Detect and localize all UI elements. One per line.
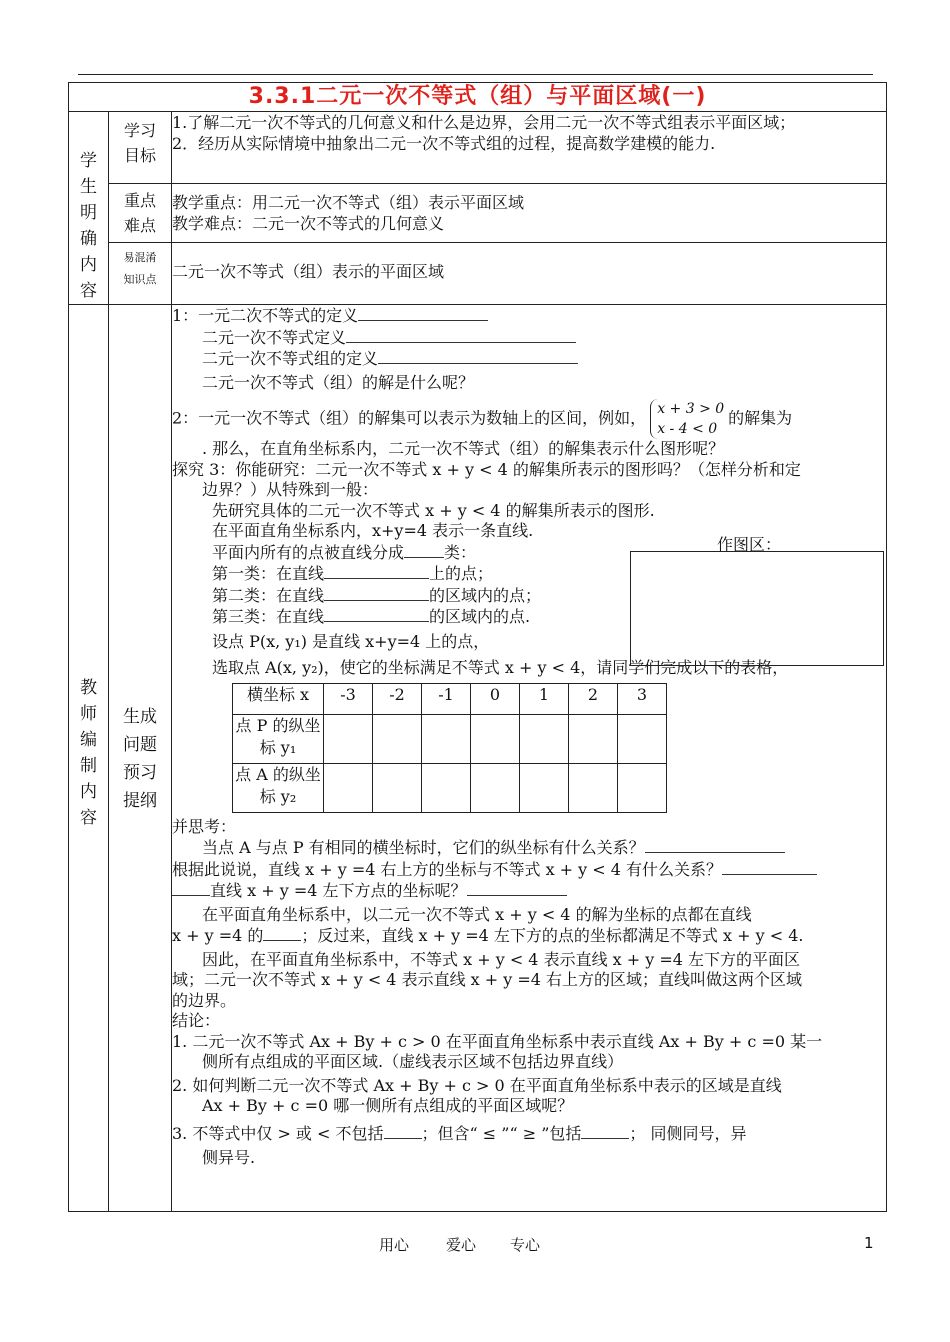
goals-text: 1.了解二元一次不等式的几何意义和什么是边界，会用二元一次不等式组表示平面区域； 2．经历从实际情境中抽象出二元一次不等式组的过程，提高数学建模的能力. bbox=[172, 112, 887, 184]
drawing-area-box bbox=[630, 551, 884, 666]
confusion-label: 易混淆 知识点 bbox=[109, 243, 172, 305]
key-label: 重点 难点 bbox=[109, 183, 172, 243]
coordinate-table: 横坐标 x -3 -2 -1 0 1 2 3 点 P 的纵坐标 y₁ 点 A 的纵坐标 y₂ bbox=[232, 683, 667, 813]
outline-label: 生成 问题 预习 提纲 bbox=[109, 305, 172, 1212]
header-rule bbox=[78, 74, 873, 75]
outline-body: 1：一元二次不等式的定义 二元一次不等式定义 二元一次不等式组的定义 二元一次不等式（组）的解是什么呢？ 2：一元一次不等式（组）的解集可以表示为数轴上的区间，例如， x + 3 > 0 x - 4 < 0 的解集为 . 那么，在直角坐标系内，二元一次不等式（组）的解集表示什么图形呢？ 探究 3：你能研究：二元一次不等式 x + y < 4 的解集所表示的图形吗？（怎样分析和定 边界？）从特殊到一般： 先研究具体的二元一次不等式 x + y < 4 的解集所表示的图形. 在平面直角坐标系内，x+y=4 表示一条直线. 平面内所有的点被直线分成 类： 第一类：在直线 上的点； 第二类：在直线 的区域内的点； 第三类：在直线 的区域内的点. 设点 P(x, y₁) 是直线 x+y=4 上的点， 选取点 A(x, y₂)，使它的坐标满足不等式 x + y < 4，请同学们完成以下的表格， 横坐标 x -3 -2 -1 0 1 2 3 点 P 的纵坐标 y₁ 点 A 的纵坐标 y₂ 并思考： 当点 A 与点 P 有相同的横坐标时，它们的纵坐标有什么关系？ 根据此说说，直线 x + y =4 右上方的坐标与不等式 x + y < 4 有什么关系？ 直线 x + y =4 左下方点的坐标呢？ 在平面直角坐标系中，以二元一次不等式 x + y < 4 的解为坐标的点都在直线 x + y =4 的 ；反过来，直线 x + y =4 左下方的点的坐标都满足不等式 x + y < 4. 因此，在平面直角坐标系中，不等式 x + y < 4 表示直线 x + y =4 左下方的平面区 域；二元一次不等式 x + y < 4 表示直线 x + y =4 右上方的区域；直线叫做这两个区域 的边界。 结论： 1. 二元一次不等式 Ax + By + c > 0 在平面直角坐标系中表示直线 Ax + By + c =0 某一 侧所有点组成的平面区域.（虚线表示区域不包括边界直线） 2. 如何判断二元一次不等式 Ax + By + c > 0 在平面直角坐标系中表示的区域是直线 Ax + By + c =0 哪一侧所有点组成的平面区域呢？ 3. 不等式中仅 > 或 < 不包括 ；但含“ ≤ ”“ ≥ ”包括 ； 同侧同号，异 侧异号. bbox=[172, 305, 887, 1212]
drawing-area-label: 作图区： bbox=[717, 535, 782, 554]
goals-label: 学习 目标 bbox=[109, 112, 172, 184]
page-number: 1 bbox=[864, 1234, 874, 1252]
inequality-system: x + 3 > 0 x - 4 < 0 bbox=[650, 399, 724, 439]
page-title: 3.3.1二元一次不等式（组）与平面区域(一) bbox=[69, 83, 887, 112]
confusion-text: 二元一次不等式（组）表示的平面区域 bbox=[172, 243, 887, 305]
footer-text-1: 用心 bbox=[379, 1236, 410, 1254]
key-text: 教学重点：用二元一次不等式（组）表示平面区域 教学难点：二元一次不等式的几何意义 bbox=[172, 183, 887, 243]
footer-text-3: 专心 bbox=[510, 1236, 541, 1254]
section-student: 学 生 明 确 内 容 bbox=[69, 112, 109, 305]
footer-text-2: 爱心 bbox=[446, 1236, 477, 1254]
section-teacher: 教 师 编 制 内 容 bbox=[69, 305, 109, 1212]
